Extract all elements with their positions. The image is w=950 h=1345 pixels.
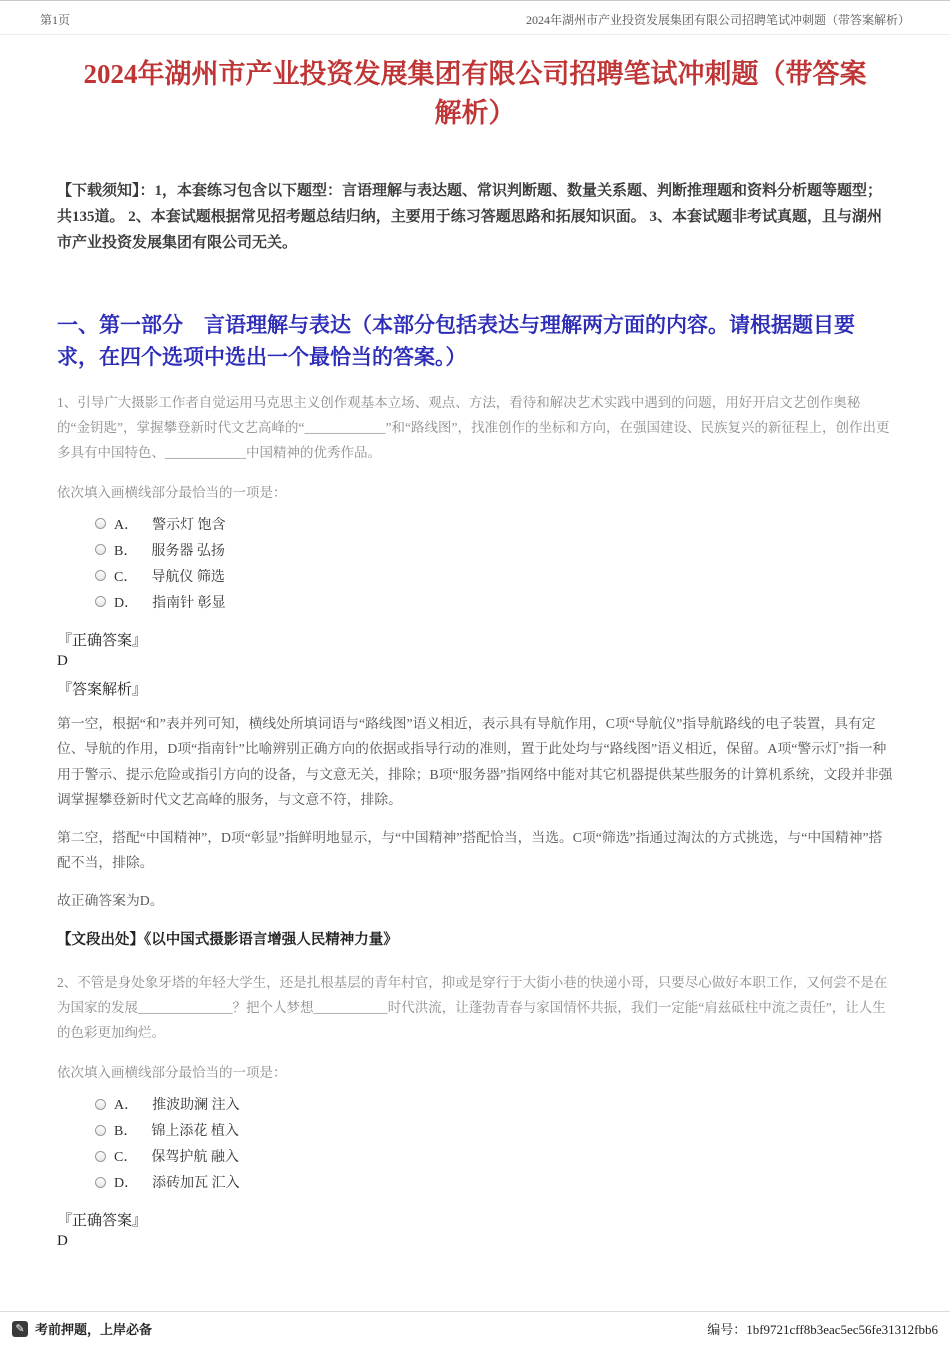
header-doc-title: 2024年湖州市产业投资发展集团有限公司招聘笔试冲刺题（带答案解析） bbox=[525, 13, 910, 27]
question-stem: 2、不管是身处象牙塔的年轻大学生，还是扎根基层的青年村官，抑或是穿行于大街小巷的快递小哥，只要尽心做好本职工作，又何尝不是在为国家的发展______________？把个人梦想___________时代洪流，让蓬勃青春与家国情怀共振，我们一定能“肩兹砥柱中流之责任”，让人生的色彩更加绚烂。 bbox=[57, 975, 888, 1041]
option-text: 保驾护航 融入 bbox=[151, 1150, 239, 1166]
question-1 bbox=[57, 391, 893, 950]
correct-answer-value: D bbox=[57, 652, 68, 669]
analysis-paragraph: 第一空，根据“和”表并列可知，横线处所填词语与“路线图”语义相近，表示具有导航作用，C项“导航仪”指导航路线的电子装置，具有定位、导航的作用，D项“指南针”比喻辨别正确方向的依据或指导行动的准则，置于此处均与“路线图”语义相近，保留。A项“警示灯”指一种用于警示、提示危险或指引方向的设备，与文意无关，排除；B项“服务器”指网络中能对其它机器提供某些服务的计算机系统，文段并非强调掌握攀登新时代文艺高峰的服务，与文意不符，排除。 bbox=[57, 715, 893, 808]
radio-button[interactable] bbox=[95, 1125, 106, 1136]
option-letter: D． bbox=[114, 1176, 139, 1192]
radio-button[interactable] bbox=[95, 596, 106, 607]
download-notice: 【下载须知】：1，本套练习包含以下题型：言语理解与表达题、常识判断题、数量关系题、判断推理题和资料分析题等题型；共135道。 2、本套试题根据常见招考题总结归纳，主要用于练习答题思路和拓展知识面。 3、本套试题非考试真题，且与湖州市产业投资发展集团有限公司无关。 bbox=[57, 183, 883, 251]
radio-button[interactable] bbox=[95, 570, 106, 581]
page-number: 第1页 bbox=[40, 13, 71, 27]
analysis-paragraph: 第二空，搭配“中国精神”，D项“彰显”指鲜明地显示，与“中国精神”搭配恰当，当选。C项“筛选”指通过淘汰的方式挑选，与“中国精神”搭配不当，排除。 bbox=[57, 829, 883, 871]
analysis-label: 『答案解析』 bbox=[57, 681, 148, 698]
footer-slogan-group bbox=[12, 1319, 152, 1338]
radio-button[interactable] bbox=[95, 1099, 106, 1110]
option-row-c[interactable] bbox=[95, 1143, 893, 1169]
radio-button[interactable] bbox=[95, 1177, 106, 1188]
footer-slogan: 考前押题，上岸必备 bbox=[35, 1322, 153, 1337]
correct-answer-label: 『正确答案』 bbox=[57, 1213, 148, 1230]
option-row-a[interactable] bbox=[95, 511, 893, 537]
option-row-c[interactable] bbox=[95, 563, 893, 589]
option-letter: C． bbox=[114, 569, 138, 585]
option-letter: B． bbox=[114, 543, 138, 559]
option-text: 添砖加瓦 汇入 bbox=[152, 1176, 240, 1192]
document-header bbox=[0, 1, 950, 35]
correct-answer-value: D bbox=[57, 1233, 68, 1250]
option-text: 导航仪 筛选 bbox=[151, 569, 225, 585]
option-letter: B． bbox=[114, 1124, 138, 1140]
fill-prompt: 依次填入画横线部分最恰当的一项是： bbox=[57, 484, 287, 500]
option-row-b[interactable] bbox=[95, 537, 893, 563]
document-content bbox=[0, 55, 950, 1250]
option-row-a[interactable] bbox=[95, 1091, 893, 1117]
correct-answer-label: 『正确答案』 bbox=[57, 632, 148, 649]
option-row-b[interactable] bbox=[95, 1117, 893, 1143]
source-line: 【文段出处】《以中国式摄影语言增强人民精神力量》 bbox=[57, 932, 398, 949]
option-letter: D． bbox=[114, 595, 139, 611]
option-group bbox=[95, 1091, 893, 1195]
option-text: 锦上添花 植入 bbox=[151, 1124, 239, 1140]
pen-icon: ✎ bbox=[12, 1321, 28, 1337]
analysis-conclusion: 故正确答案为D。 bbox=[57, 892, 164, 908]
section-heading: 一、第一部分 言语理解与表达（本部分包括表达与理解两方面的内容。请根据题目要求，在四个选项中选出一个最恰当的答案。） bbox=[57, 312, 855, 370]
option-letter: A． bbox=[114, 517, 139, 533]
document-footer bbox=[0, 1311, 950, 1345]
radio-button[interactable] bbox=[95, 1151, 106, 1162]
doc-serial-number: 编号：1bf9721cff8b3eac5ec56fe31312fbb6 bbox=[707, 1322, 938, 1337]
option-text: 警示灯 饱含 bbox=[152, 517, 226, 533]
option-letter: A． bbox=[114, 1098, 139, 1114]
page-title: 2024年湖州市产业投资发展集团有限公司招聘笔试冲刺题（带答案解析） bbox=[83, 59, 867, 129]
option-text: 推波助澜 注入 bbox=[152, 1098, 240, 1114]
option-row-d[interactable] bbox=[95, 589, 893, 615]
option-row-d[interactable] bbox=[95, 1169, 893, 1195]
question-2 bbox=[57, 971, 893, 1250]
radio-button[interactable] bbox=[95, 544, 106, 555]
question-stem: 1、引导广大摄影工作者自觉运用马克思主义创作观基本立场、观点、方法，看待和解决艺术实践中遇到的问题，用好开启文艺创作奥秘的“金钥匙”，掌握攀登新时代文艺高峰的“____________”和“路线图”，找准创作的坐标和方向，在强国建设、民族复兴的新征程上，创作出更多具有中国特色、____________中国精神的优秀作品。 bbox=[57, 394, 890, 460]
option-group bbox=[95, 511, 893, 615]
option-text: 服务器 弘扬 bbox=[151, 543, 225, 559]
radio-button[interactable] bbox=[95, 518, 106, 529]
option-letter: C． bbox=[114, 1150, 138, 1166]
fill-prompt: 依次填入画横线部分最恰当的一项是： bbox=[57, 1065, 287, 1081]
option-text: 指南针 彰显 bbox=[152, 595, 226, 611]
